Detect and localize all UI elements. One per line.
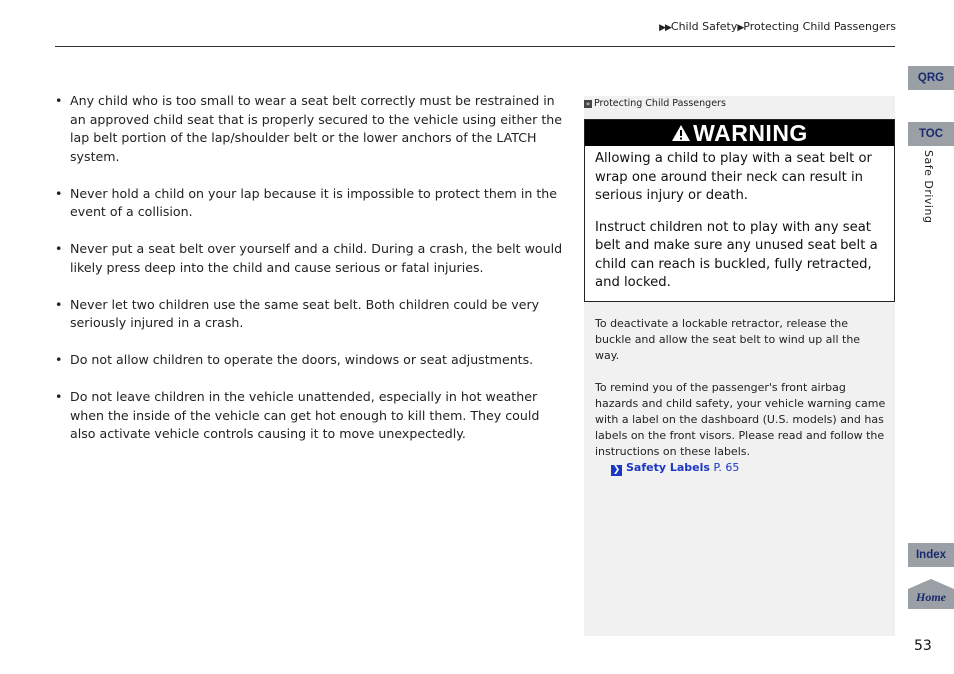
bullet-icon: • <box>55 185 63 201</box>
warning-text-2: Instruct children not to play with any seat belt and make sure any unused seat belt a child can reach is buckled, fully retracted, and locked. <box>595 219 878 290</box>
cross-reference-icon: ❯ <box>612 465 621 475</box>
bullet-icon: • <box>55 352 63 367</box>
sidebar-heading: » Protecting Child Passengers <box>585 98 726 109</box>
bullet-icon: • <box>55 389 63 404</box>
home-button[interactable] <box>908 579 954 609</box>
warning-title: WARNING <box>693 119 808 146</box>
list-item: • Do not allow children to operate the doors, windows or seat adjustments. <box>55 351 567 370</box>
home-label: Home <box>916 590 946 604</box>
section-label: Safe Driving <box>922 150 935 224</box>
bullet-icon: • <box>55 93 63 108</box>
arrow-icon: ▶ <box>737 23 744 33</box>
warning-text-1: Allowing a child to play with a seat belt or wrap one around their neck can result in serious injury or death. <box>595 151 872 203</box>
list-item: • Do not leave children in the vehicle unattended, especially in hot weather when the inside of the vehicle can get hot enough to kill them. They could also activate vehicle controls causing it to move unexpectedly. <box>55 389 540 441</box>
safety-labels-link[interactable]: ❯ Safety Labels P. 65 <box>612 461 740 475</box>
section-marker-icon: » <box>585 100 591 108</box>
sidebar-panel <box>584 96 895 636</box>
toc-button[interactable]: TOC <box>908 122 954 146</box>
warning-body <box>585 146 894 293</box>
page-number: 53 <box>914 638 932 654</box>
note-retractor: To deactivate a lockable retractor, release the buckle and allow the seat belt to wind up all the way. <box>595 317 861 362</box>
bullet-icon: • <box>55 296 63 312</box>
list-item: • Never put a seat belt over yourself and a child. During a crash, the belt would likely press deep into the child and cause serious or fatal injuries. <box>55 241 563 275</box>
sidebar-notes <box>595 316 887 476</box>
breadcrumb-current: Protecting Child Passengers <box>743 20 896 33</box>
warning-triangle-icon <box>671 124 691 142</box>
bullet-icon: • <box>55 241 63 256</box>
warning-box <box>584 119 895 302</box>
note-airbag-labels: To remind you of the passenger's front airbag hazards and child safety, your vehicle warning came with a label on the dashboard (U.S. models) and has labels on the front visors. Please read and follow the instructions on these labels. <box>595 381 886 458</box>
warning-header <box>585 120 894 146</box>
header-divider <box>55 46 895 47</box>
breadcrumb <box>659 20 896 33</box>
qrg-button[interactable]: QRG <box>908 66 954 90</box>
breadcrumb-child-safety[interactable]: Child Safety <box>670 20 738 33</box>
list-item: • Never hold a child on your lap because it is impossible to protect them in the event of a collision. <box>55 185 557 219</box>
double-arrow-icon: ▶▶ <box>659 23 671 33</box>
index-button[interactable]: Index <box>908 543 954 567</box>
safety-bullet-list <box>55 92 567 462</box>
list-item: • Any child who is too small to wear a seat belt correctly must be restrained in an approved child seat that is properly secured to the vehicle using either the lap belt portion of the lap/shoulder belt or the lower anchors of the LATCH system. <box>55 93 563 164</box>
list-item: • Never let two children use the same seat belt. Both children could be very seriously injured in a crash. <box>55 296 540 330</box>
